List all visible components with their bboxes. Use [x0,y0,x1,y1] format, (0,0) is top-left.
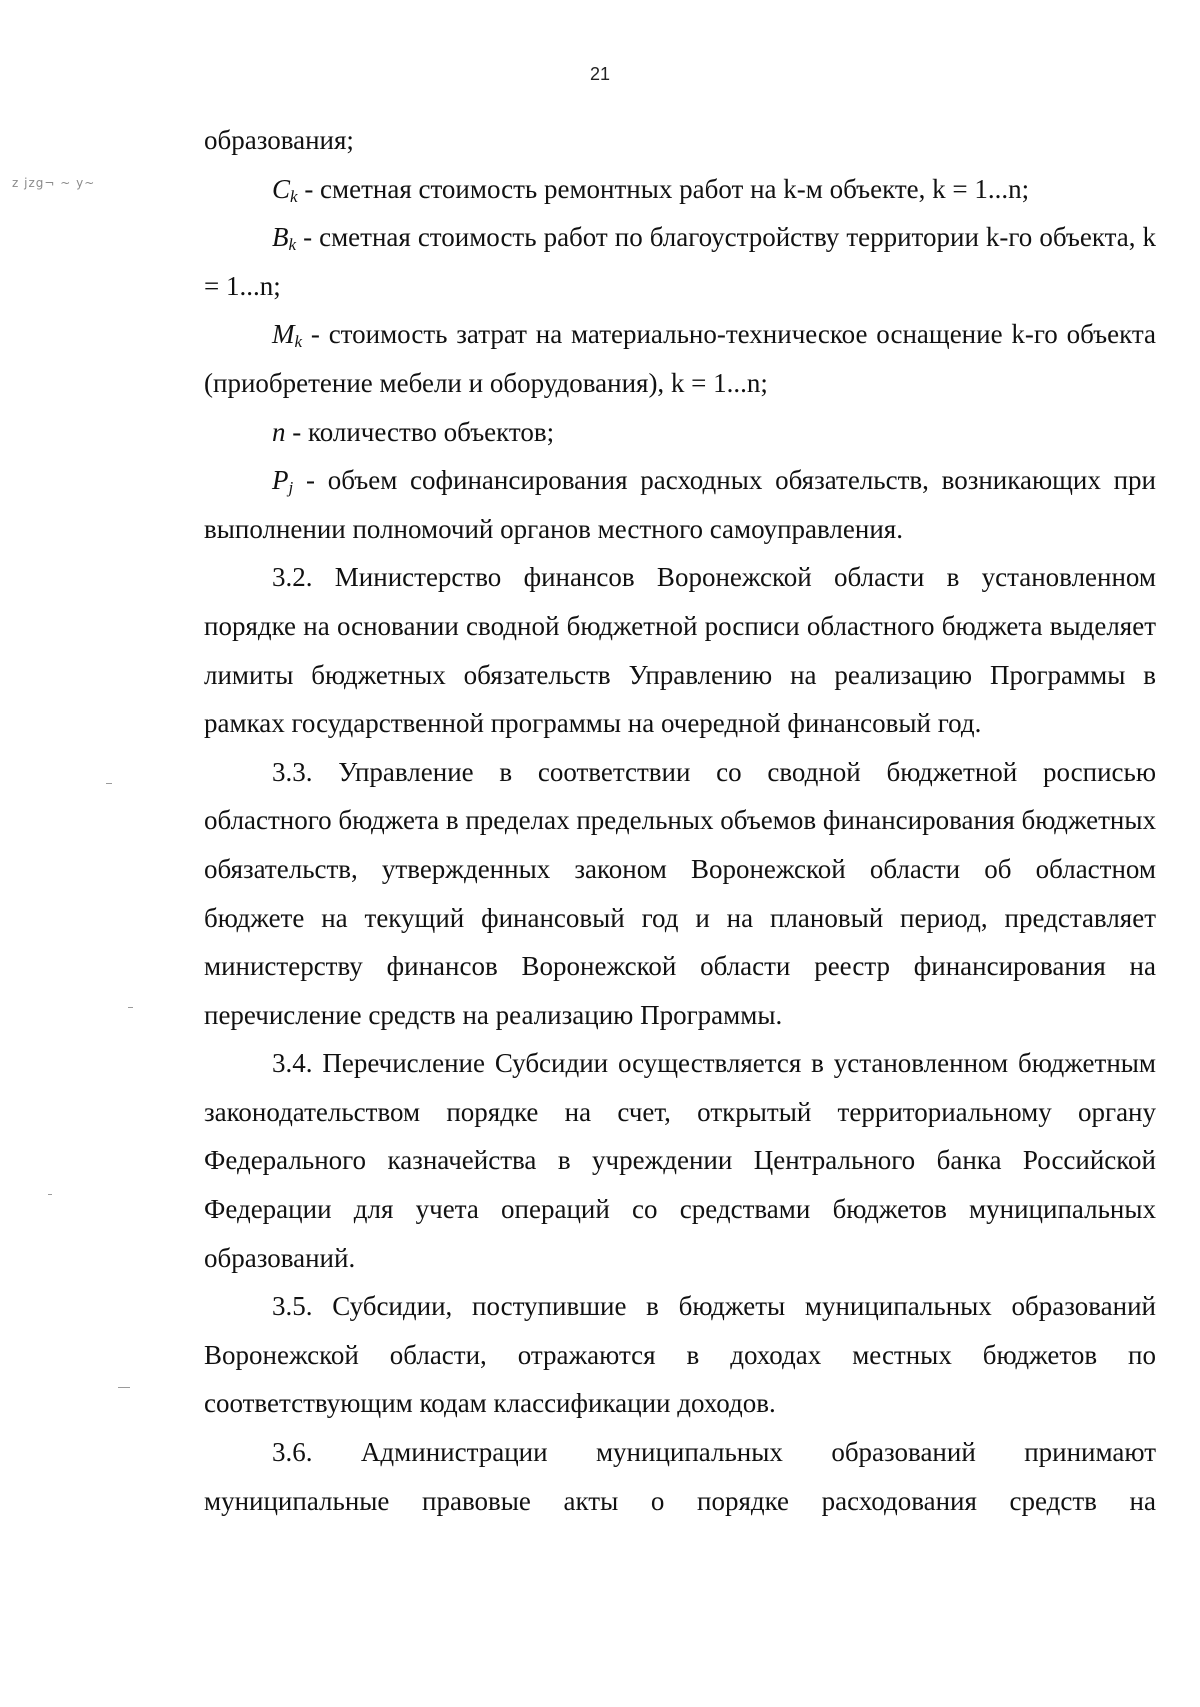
formula-symbol: $M_k$ [272,319,303,352]
paragraph-3-2: 3.2. Министерство финансов Воронежской области в установленном порядке на основании сводной бюджетной росписи областного бюджета выделяет лимиты бюджетных обязательств Управлению на реализацию Программы в рамках государственной программы на очередной финансовый год. [204,562,1156,739]
definition-bk: $B_k$ - сметная стоимость работ по благоустройству территории k-го объекта, k = 1...n; [204,222,1156,301]
paragraph-3-5: 3.5. Субсидии, поступившие в бюджеты муниципальных образований Воронежской области, отражаются в доходах местных бюджетов по соответствующим кодам классификации доходов. [204,1291,1156,1419]
scan-artifact-mark [118,1387,130,1388]
definition-continuation: образования; [204,125,354,155]
paragraph-3-3: 3.3. Управление в соответствии со сводной бюджетной росписью областного бюджета в пределах предельных объемов финансирования бюджетных обязательств, утвержденных законом Воронежской области об областном бюджете на текущий финансовый год и на плановый период, представляет министерству финансов Воронежской области реестр финансирования на перечисление средств на реализацию Программы. [204,756,1157,1030]
definition-pj: $P_j$ - объем софинансирования расходных обязательств, возникающих при выполнении полномочий органов местного самоуправления. [204,465,1156,544]
formula-symbol: $B_k$ [272,222,297,255]
definition-n: n - количество объектов; [272,416,555,447]
document-body [204,116,1156,1525]
scan-artifact-mark [106,783,112,784]
scan-artifact-mark [48,1194,52,1195]
scan-artifact-text: z jzg¬ ~ y~ [12,176,96,190]
formula-symbol: $C_k$ [272,173,298,206]
definition-ck: $C_k$ - сметная стоимость ремонтных работ на k-м объекте, k = 1...n; [272,173,1030,206]
scan-artifact-mark [128,1007,133,1008]
definition-mk: $M_k$ - стоимость затрат на материально-техническое оснащение k-го объекта (приобретение мебели и оборудования), k = 1...n; [204,319,1156,398]
paragraph-3-6: 3.6. Администрации муниципальных образований принимают муниципальные правовые акты о порядке расходования средств на [204,1437,1156,1516]
paragraph-3-4: 3.4. Перечисление Субсидии осуществляется в установленном бюджетным законодательством порядке на счет, открытый территориальному органу Федерального казначейства в учреждении Центрального банка Российской Федерации для учета операций со средствами бюджетов муниципальных образований. [204,1048,1156,1273]
formula-symbol: $P_j$ [272,465,294,498]
page-number: 21 [589,64,611,84]
formula-symbol: n [272,416,286,447]
